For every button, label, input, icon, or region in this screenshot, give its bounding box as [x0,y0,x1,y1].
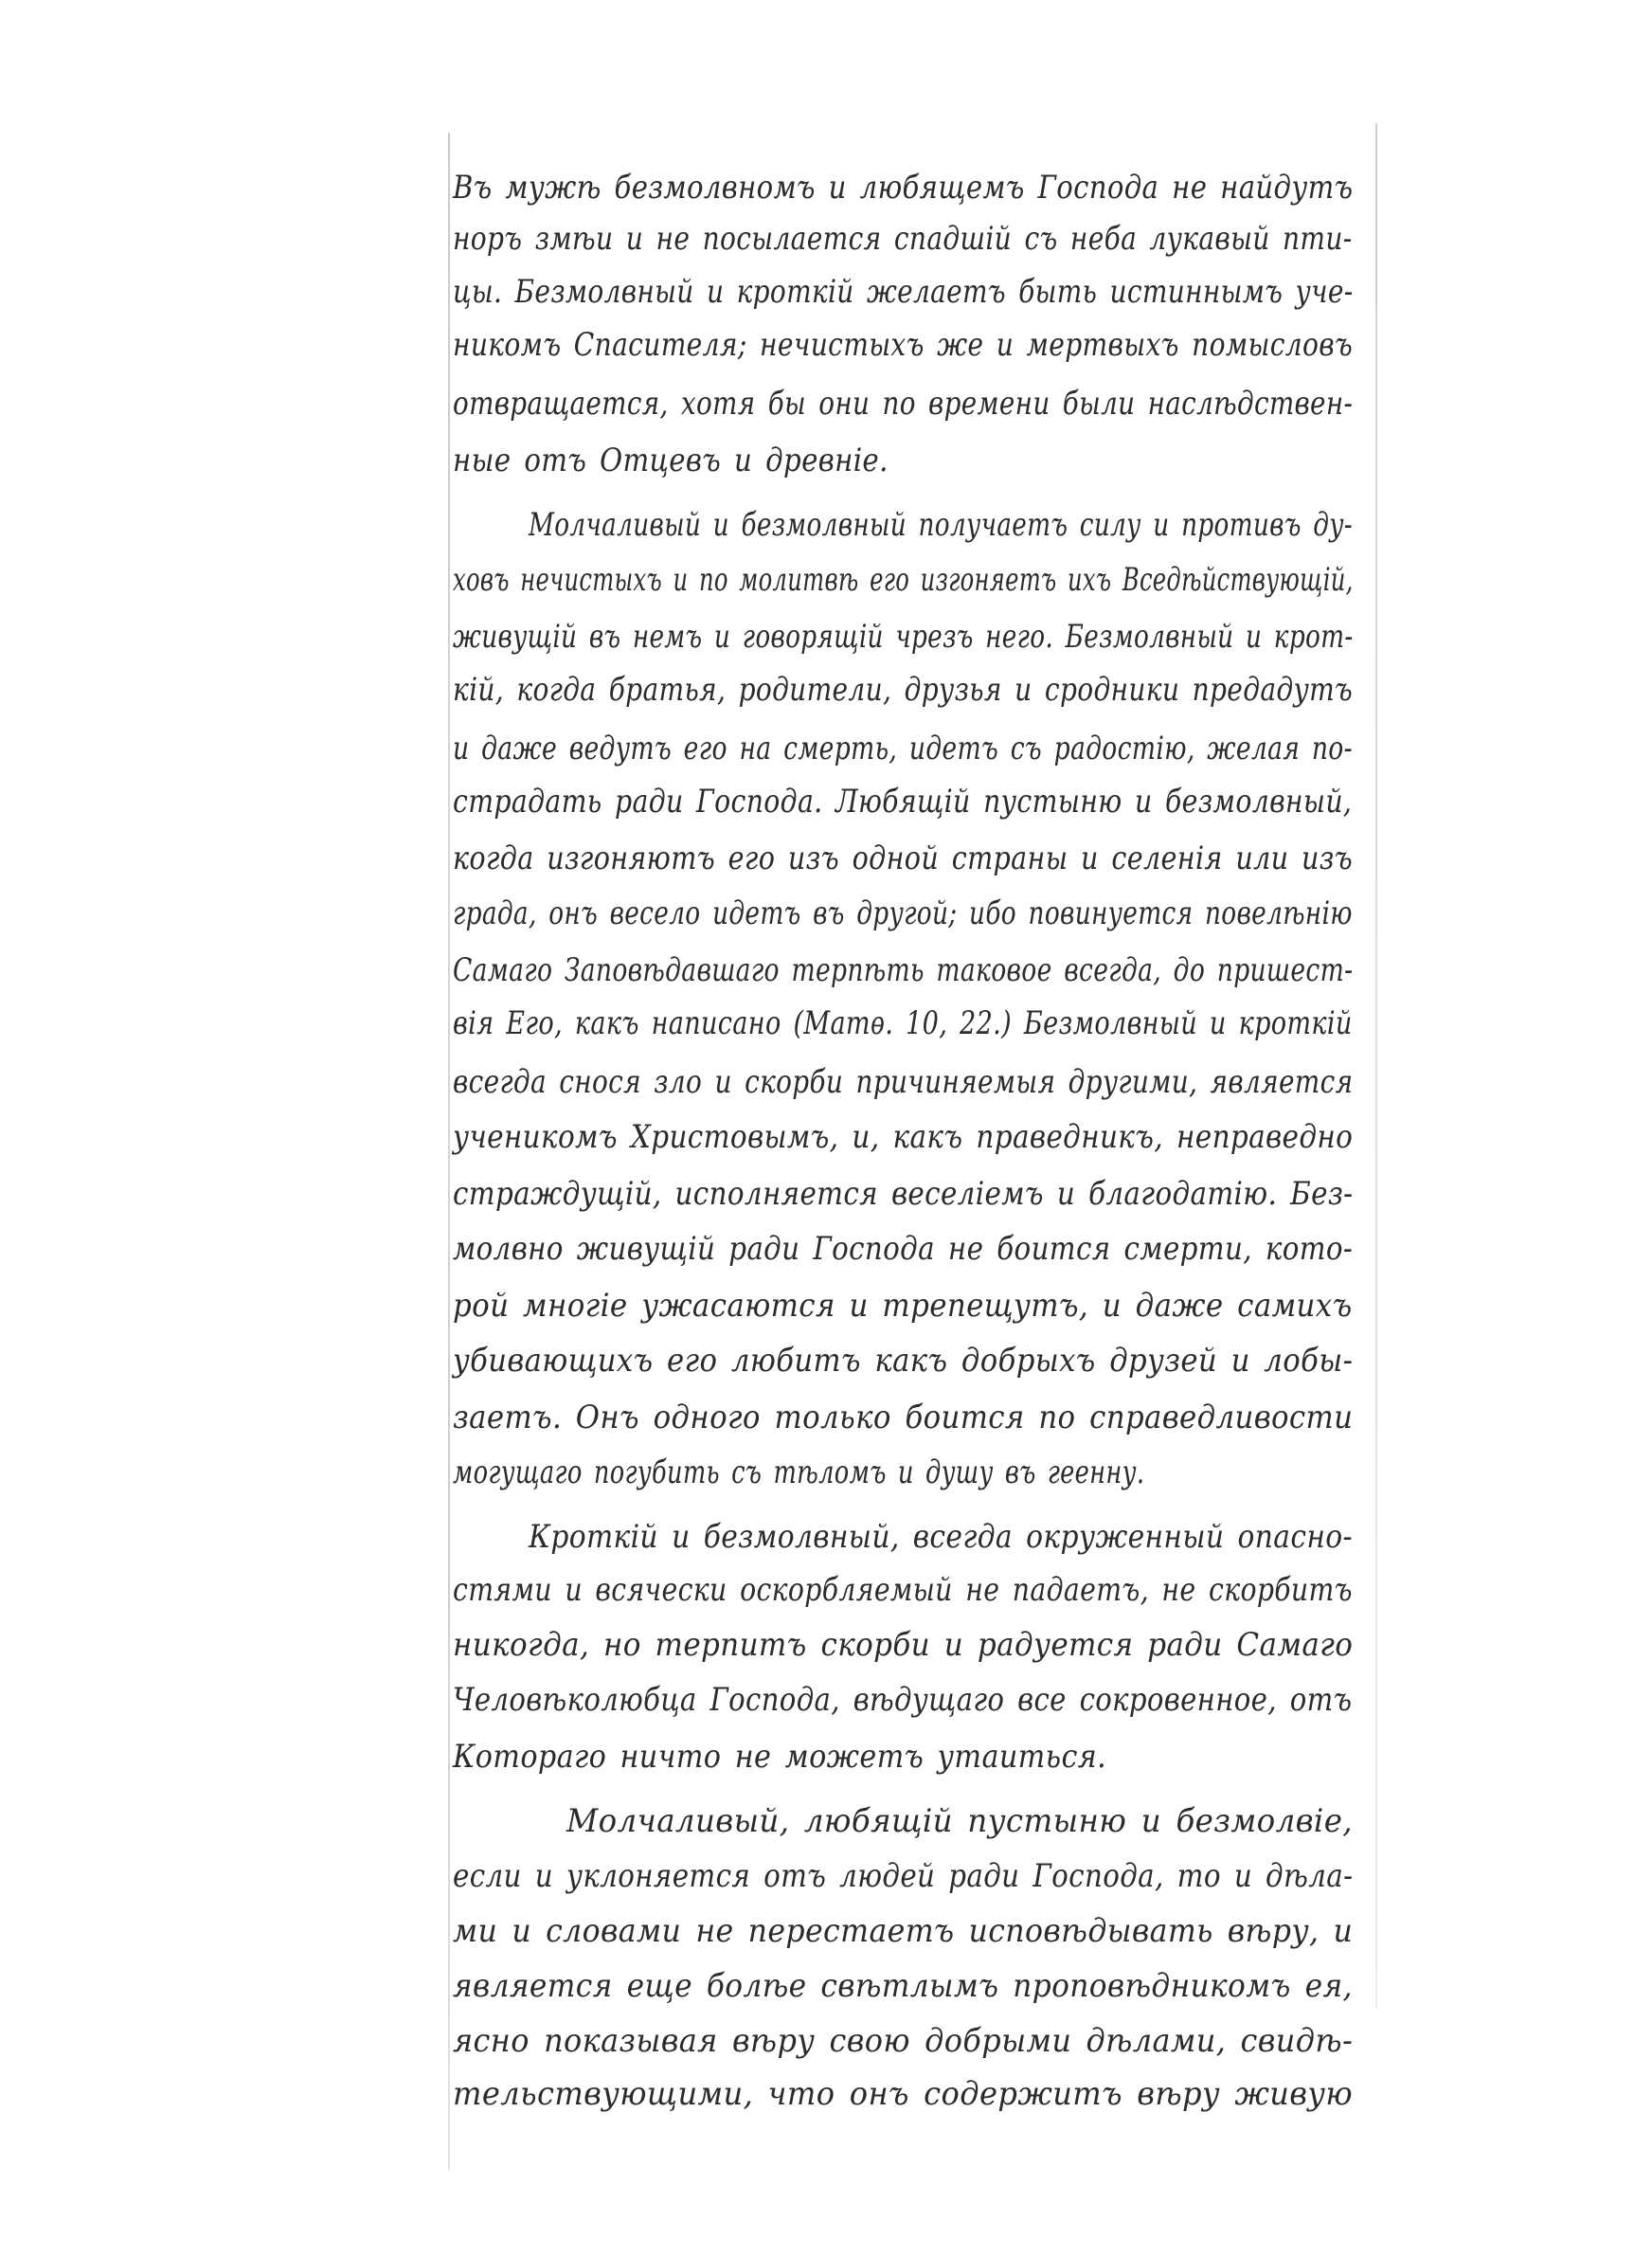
text-line: никомъ Спасителя; нечистыхъ же и мертвыхъ помысловъ [453,326,1354,364]
text-line: Молчаливый и безмолвный получаетъ силу и противъ ду- [529,506,1353,544]
text-line: страждущій, исполняется веселіемъ и благодатію. Без- [453,1175,1354,1213]
text-line: ные отъ Отцевъ и древніе. [453,442,889,479]
text-line: ховъ нечистыхъ и по молитвѣ его изгоняетъ ихъ Вседѣйствующій, [453,561,1354,599]
text-line: убивающихъ его любитъ какъ добрыхъ друзей и лобы- [453,1342,1354,1380]
text-line: ми и словами не перестаетъ исповѣдывать вѣру, и [453,1912,1354,1950]
text-line: отвращается, хотя бы они по времени были наслѣдствен- [453,385,1354,423]
text-line: града, онъ весело идетъ въ другой; ибо повинуется повелѣнію [453,894,1353,932]
text-line: цы. Безмолвный и кроткій желаетъ быть истиннымъ уче- [453,273,1354,311]
text-line: живущій въ немъ и говорящій чрезъ него. Безмолвный и крот- [453,618,1354,656]
text-line: норъ змѣи и не посылается спадшій съ неба лукавый пти- [453,220,1353,258]
text-line: Кроткій и безмолвный, всегда окруженный опасно- [529,1518,1353,1556]
text-line: всегда снося зло и скорби причиняемыя другими, является [453,1063,1354,1101]
text-line: страдать ради Господа. Любящій пустыню и безмолвный, [453,783,1353,821]
text-line: молвно живущій ради Господа не боится смерти, кото- [453,1230,1354,1268]
text-line: Молчаливый, любящій пустыню и безмолвіе, [566,1802,1353,1840]
text-line: Въ мужѣ безмолвномъ и любящемъ Господа не найдутъ [453,169,1354,207]
text-line: рой многіе ужасаются и трепещутъ, и даже самихъ [453,1287,1353,1325]
text-line: Самаго Заповѣдавшаго терпѣть таковое всегда, до пришест- [453,951,1354,989]
text-line: ученикомъ Христовымъ, и, какъ праведникъ, неправедно [453,1118,1354,1156]
text-line: если и уклоняется отъ людей ради Господа, то и дѣла- [453,1857,1354,1895]
text-line: кій, когда братья, родители, друзья и сродники предадутъ [453,671,1354,709]
left-margin-rule [448,133,450,2170]
text-line: никогда, но терпитъ скорби и радуется ради Самаго [453,1626,1354,1664]
text-line: когда изгоняютъ его изъ одной страны и селенія или изъ [453,840,1354,877]
text-line: тельствующими, что онъ содержитъ вѣру живую [453,2075,1354,2113]
text-line: Котораго ничто не можетъ утаиться. [453,1738,1107,1776]
right-edge-rule [1375,123,1377,2009]
text-line: заетъ. Онъ одного только боится по справедливости [453,1399,1354,1436]
text-line: Человѣколюбца Господа, вѣдущаго все сокровенное, отъ [453,1681,1353,1719]
text-line: ясно показывая вѣру свою добрыми дѣлами, свидѣ- [453,2022,1354,2060]
text-line: является еще болѣе свѣтлымъ проповѣдникомъ ея, [453,1967,1353,2005]
text-line: могущаго погубить съ тѣломъ и душу въ геенну. [453,1454,1145,1491]
text-line: вія Его, какъ написано (Матѳ. 10, 22.) Безмолвный и кроткій [453,1004,1353,1042]
text-line: и даже ведутъ его на смерть, идетъ съ радостію, желая по- [453,730,1353,767]
text-line: стями и всячески оскорбляемый не падаетъ, не скорбитъ [453,1571,1353,1609]
